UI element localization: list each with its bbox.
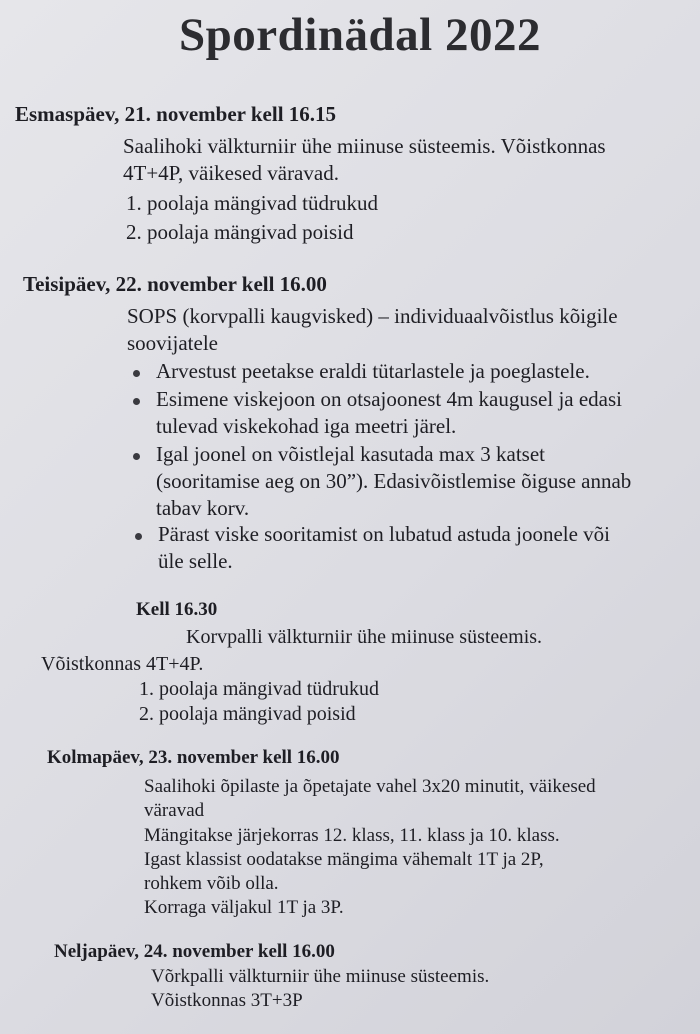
tuesday-line-1: SOPS (korvpalli kaugvisked) – individuaalvõistlus kõigile: [127, 304, 618, 328]
tuesday-bullet-2-line-2: tulevad viskekohad iga meetri järel.: [156, 414, 457, 438]
tuesday-bullet-1-line-1: Arvestust peetakse eraldi tütarlastele ja poeglastele.: [156, 359, 590, 383]
tuesday-bullet-4-line-2: üle selle.: [158, 549, 233, 573]
tuesday-kell-item-1: 1. poolaja mängivad tüdrukud: [139, 678, 379, 700]
thursday-line-2: Võistkonnas 3T+3P: [151, 990, 303, 1011]
bullet-dot-1: [133, 370, 140, 377]
tuesday-kell-heading: Kell 16.30: [136, 599, 218, 620]
tuesday-bullet-3-line-1: Igal joonel on võistlejal kasutada max 3 katset: [156, 442, 545, 466]
bullet-dot-2: [133, 398, 140, 405]
wednesday-line-1: Saalihoki õpilaste ja õpetajate vahel 3x20 minutit, väikesed: [144, 776, 596, 797]
tuesday-bullet-3-line-3: tabav korv.: [156, 496, 250, 520]
monday-item-1: 1. poolaja mängivad tüdrukud: [126, 191, 378, 215]
wednesday-line-6: Korraga väljakul 1T ja 3P.: [144, 897, 344, 918]
monday-line-1: Saalihoki välkturniir ühe miinuse süsteemis. Võistkonnas: [123, 134, 606, 158]
thursday-line-1: Võrkpalli välkturniir ühe miinuse süsteemis.: [151, 966, 490, 987]
tuesday-heading: Teisipäev, 22. november kell 16.00: [23, 272, 327, 296]
bullet-dot-4: [135, 533, 142, 540]
monday-heading: Esmaspäev, 21. november kell 16.15: [15, 102, 337, 126]
wednesday-line-2: väravad: [144, 800, 205, 821]
tuesday-kell-line-2: Võistkonnas 4T+4P.: [41, 653, 204, 675]
wednesday-heading: Kolmapäev, 23. november kell 16.00: [47, 747, 340, 768]
tuesday-kell-item-2: 2. poolaja mängivad poisid: [139, 703, 356, 725]
tuesday-bullet-3-line-2: (sooritamise aeg on 30”). Edasivõistlemise õiguse annab: [156, 469, 632, 493]
wednesday-line-5: rohkem võib olla.: [144, 873, 279, 894]
tuesday-line-2: soovijatele: [127, 331, 218, 355]
monday-item-2: 2. poolaja mängivad poisid: [126, 220, 354, 244]
tuesday-bullet-4-line-1: Pärast viske sooritamist on lubatud astuda joonele või: [158, 522, 611, 546]
tuesday-bullet-2-line-1: Esimene viskejoon on otsajoonest 4m kaugusel ja edasi: [156, 387, 622, 411]
bullet-dot-3: [133, 453, 140, 460]
wednesday-line-4: Igast klassist oodatakse mängima vähemalt 1T ja 2P,: [144, 849, 544, 870]
wednesday-line-3: Mängitakse järjekorras 12. klass, 11. klass ja 10. klass.: [144, 825, 560, 846]
tuesday-kell-line-1: Korvpalli välkturniir ühe miinuse süsteemis.: [186, 626, 543, 648]
monday-line-2: 4T+4P, väikesed väravad.: [123, 161, 339, 185]
thursday-heading: Neljapäev, 24. november kell 16.00: [54, 941, 335, 962]
page-title: Spordinädal 2022: [179, 9, 541, 61]
